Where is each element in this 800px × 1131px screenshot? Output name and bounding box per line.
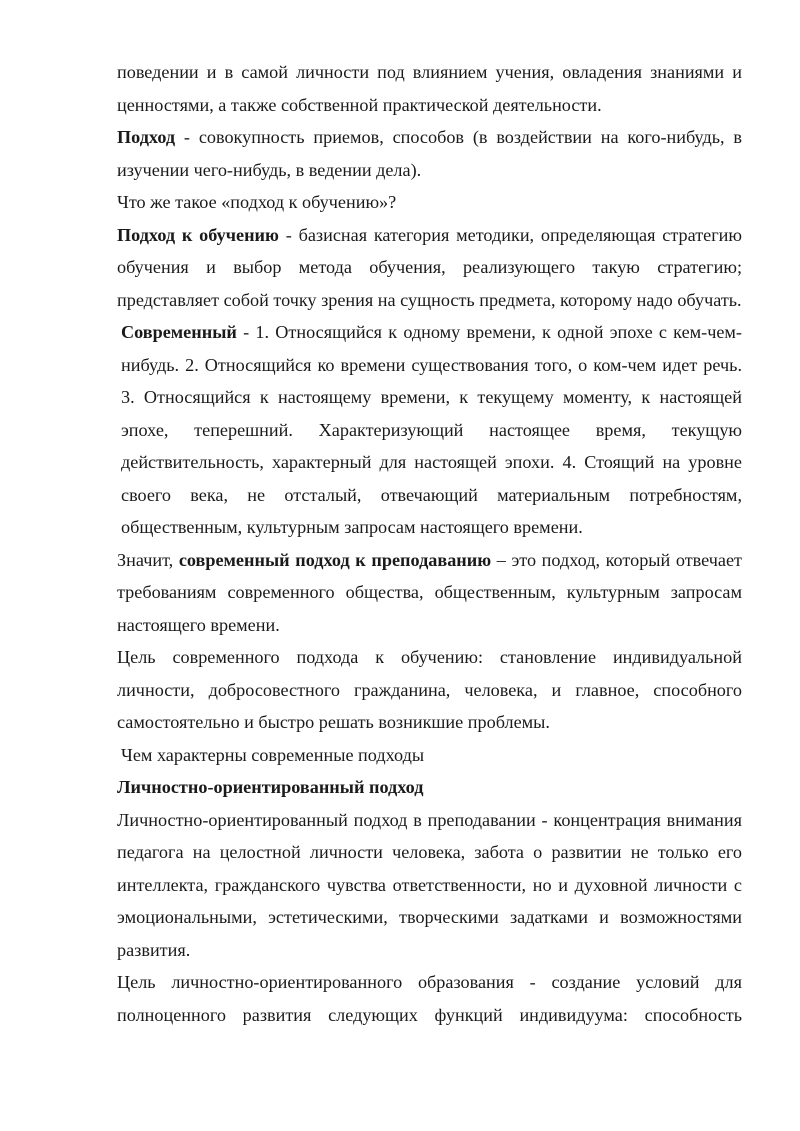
heading-person-oriented: Личностно-ориентированный подход <box>117 777 424 797</box>
paragraph-goal <box>117 641 742 739</box>
term-approach-to-learning: Подход к обучению <box>117 224 279 245</box>
paragraph-text: поведении и в самой личности под влиянием учения, овладения знаниями и ценностями, а также собственной практической деятельности. <box>117 62 742 115</box>
paragraph-approach-definition <box>117 121 742 186</box>
section-heading <box>117 771 742 804</box>
paragraph-personality-change <box>117 56 742 121</box>
paragraph-approach-to-learning <box>117 219 742 317</box>
goal-text: Цель современного подхода к обучению: становление индивидуальной личности, добросовестного гражданина, человека, и главное, способного самостоятельно и быстро решать возникшие проблемы. <box>117 647 742 732</box>
paragraph-question <box>117 186 742 219</box>
lead-text: Значит, <box>117 549 179 570</box>
person-oriented-text: Личностно-ориентированный подход в преподавании - концентрация внимания педагога на целостной личности человека, забота о развитии не только его интеллекта, гражданского чувства ответственности, но и духовной личности с эмоциональными, эстетическими, творческими задатками и возможностями развития. <box>117 809 742 960</box>
paragraph-characteristics <box>117 739 742 772</box>
term-modern: Современный <box>121 322 237 342</box>
characteristics-text: Чем характерны современные подходы <box>121 744 425 765</box>
person-oriented-goal-text: Цель личностно-ориентированного образования - создание условий для полноценного развития следующих функций индивидуума: способность <box>117 972 742 1025</box>
term-approach: Подход <box>117 127 176 147</box>
term-modern-approach: современный подход к преподаванию <box>178 549 492 570</box>
definition-text: - 1. Относящийся к одному времени, к одной эпохе с кем-чем-нибудь. 2. Относящийся ко времени существования того, о ком-чем идет речь. 3. Относящийся к настоящему времени, к текущему моменту, к настоящей эпохе, теперешний. Характеризующий настоящее время, текущую действительность, характерный для настоящей эпохи. 4. Стоящий на уровне своего века, не отсталый, отвечающий материальным потребностям, общественным, культурным запросам настоящего времени. <box>121 322 742 537</box>
definition-text: – это подход, который отвечает требованиям современного общества, общественным, культурным запросам настоящего времени. <box>117 549 742 635</box>
document-page <box>117 56 742 1031</box>
paragraph-modern-definition <box>117 316 742 544</box>
definition-text: - базисная категория методики, определяющая стратегию обучения и выбор метода обучения, реализующего такую стратегию; представляет собой точку зрения на сущность предмета, которому надо обучать. <box>117 224 742 310</box>
paragraph-modern-approach <box>117 544 742 642</box>
question-text: Что же такое «подход к обучению»? <box>117 192 397 212</box>
definition-text: - совокупность приемов, способов (в воздействии на кого-нибудь, в изучении чего-нибудь, в ведении дела). <box>117 127 742 180</box>
paragraph-person-oriented-goal <box>117 966 742 1031</box>
paragraph-person-oriented <box>117 804 742 967</box>
